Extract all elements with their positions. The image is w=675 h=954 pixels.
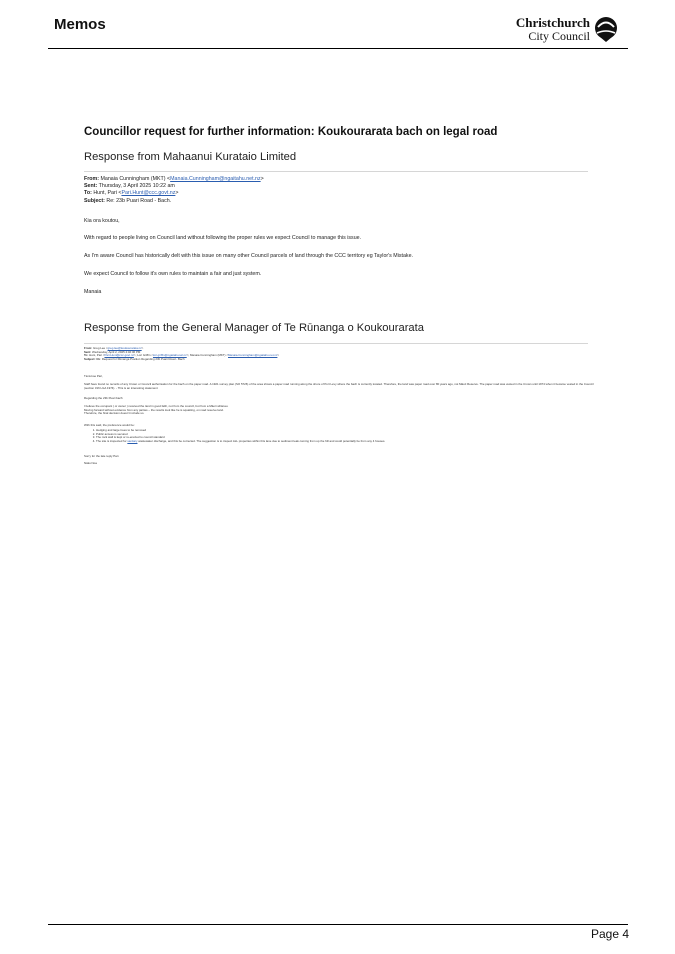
email-paragraph: We expect Council to follow it's own rules to maintain a fair and just system. bbox=[84, 271, 262, 277]
subject-value: Re: 23b Puari Road - Bach. bbox=[106, 197, 172, 204]
email-paragraph: I believe the occupant ( or owner ) received the land in good faith, not from the council, but from a Māori whānau. bbox=[84, 404, 229, 408]
to-close: > bbox=[175, 190, 179, 197]
council-emblem-icon bbox=[594, 16, 618, 43]
from-close: > bbox=[260, 176, 264, 182]
from-email-link[interactable]: greg.lee@koukourarata.nz bbox=[107, 346, 142, 350]
list-item: 2. Public access is secured bbox=[96, 433, 594, 437]
sanitary-link[interactable]: sanitary bbox=[127, 439, 138, 444]
email-header-runanga bbox=[84, 347, 594, 362]
subject-value: RE: Request for Rūnanga Position Regarding 23b Puari Road - Bach bbox=[96, 357, 185, 362]
logo-line-2: City Council bbox=[528, 29, 590, 43]
email-from-line bbox=[84, 176, 264, 183]
email-greeting: Tēnā koe Pari, bbox=[84, 374, 103, 378]
sent-label: Sent: bbox=[84, 183, 98, 190]
cc-text: >; Lori Griffin < bbox=[133, 353, 153, 358]
header-title: Memos bbox=[54, 16, 106, 33]
email-sent-line bbox=[84, 183, 264, 190]
preference-list bbox=[84, 429, 594, 444]
footer-rule bbox=[48, 924, 628, 925]
list-item: 3. The rock wall is kept or re-erected to council standard bbox=[96, 436, 594, 440]
email-paragraph: Sorry for the late reply Pari. bbox=[84, 454, 120, 458]
email-divider bbox=[84, 171, 588, 172]
email-subject-line bbox=[84, 358, 594, 362]
email-signoff: Nāku Noa bbox=[84, 461, 97, 465]
section-heading-runanga: Response from the General Manager of Te Rūnanga o Koukourarata bbox=[84, 322, 424, 334]
email-paragraph: As I'm aware Council has historically delt with this issue on many other Council parcels of land through the CCC territory eg Taylor's Mistake. bbox=[84, 253, 414, 259]
document-title: Councillor request for further information: Koukourarata bach on legal road bbox=[84, 126, 498, 138]
email-signoff: Manaia bbox=[84, 289, 102, 295]
from-label: From: bbox=[84, 346, 93, 350]
cc-email-link[interactable]: Manaia.Cunningham@ngaitahu.net.nz bbox=[228, 353, 278, 358]
cc-mid: >; Manaia Cunningham (MKT) < bbox=[186, 353, 229, 358]
to-email-link[interactable]: Pari.Hunt@ccc.govt.nz bbox=[104, 353, 134, 358]
email-paragraph: With regard to people living on Council land without following the proper rules we expect Council to manage this issue. bbox=[84, 235, 362, 241]
from-value: Manaia Cunningham (MKT) < bbox=[100, 176, 171, 182]
email-paragraph: Regarding the 23b Puari bach: bbox=[84, 396, 124, 400]
list-item: 4. The site is inspected for sanitary wastewater discharge, and this be corrected. The suggestion is to inspect ALL properties within this lane due to sediment leak coming from up the hill and could potentially be from any 4 houses. bbox=[96, 440, 594, 444]
email-header-mahaanui bbox=[84, 176, 264, 205]
from-email-link[interactable]: Manaia.Cunningham@ngaitahu.net.nz bbox=[170, 176, 261, 182]
subject-label: Subject: bbox=[84, 357, 96, 362]
from-close: > bbox=[141, 346, 144, 350]
email-paragraph: Moving forward without evidence from any parties – the results look like he is squatting, on road reserve land. bbox=[84, 407, 224, 412]
email-paragraph: Therefore, the final decision doesn't include us. bbox=[84, 411, 145, 416]
list-item: 1. Hedging and large trees to be removed bbox=[96, 429, 594, 433]
to-label: To: bbox=[84, 353, 89, 358]
header-rule bbox=[48, 48, 628, 49]
from-label: From: bbox=[84, 176, 100, 182]
email-divider bbox=[84, 343, 588, 344]
email-paragraph-block bbox=[84, 405, 594, 416]
email-subject-line bbox=[84, 198, 264, 205]
to-label: To: bbox=[84, 190, 92, 197]
cc-email-link[interactable]: lori.griffin@ngaitahu.iwi.nz bbox=[152, 353, 187, 358]
email-to-line bbox=[84, 190, 264, 197]
section-heading-mahaanui: Response from Mahaanui Kurataio Limited bbox=[84, 151, 297, 163]
sent-label: Sent: bbox=[84, 349, 92, 354]
to-email-link[interactable]: Pari.Hunt@ccc.govt.nz bbox=[121, 190, 176, 197]
to-value: Hunt, Pari < bbox=[93, 190, 122, 197]
to-value: Hunt, Pari < bbox=[89, 353, 105, 358]
logo-line-1: Christchurch bbox=[515, 15, 590, 30]
subject-label: Subject: bbox=[84, 197, 105, 204]
page-number: Page 4 bbox=[591, 927, 630, 941]
sent-value: Wednesday, April 2, 2025 4:46:06 PM bbox=[92, 349, 141, 354]
email-paragraph: With this said, the preference would be: bbox=[84, 423, 135, 427]
council-logo bbox=[514, 15, 618, 45]
cc-close: > bbox=[277, 353, 280, 358]
from-value: Greg Lee < bbox=[93, 346, 108, 350]
email-greeting: Kia ora koutou, bbox=[84, 218, 120, 224]
sent-value: Thursday, 3 April 2025 10:22 am bbox=[98, 183, 175, 190]
email-paragraph: Staff have found no records of any Crown or Council authorisation for the bach on the paper road. A 1921 survey plan (SO 5726) of the area shows a paper road running along the shore of Port Levy where the bach is currently located. Therefore, the land was paper road over 80 years ago, not Māori Reserve. The paper road was vested in the Crown until 1974 when it became vested in the Council (section 316 LGA 1974). - This is an interesting statement bbox=[84, 382, 594, 390]
